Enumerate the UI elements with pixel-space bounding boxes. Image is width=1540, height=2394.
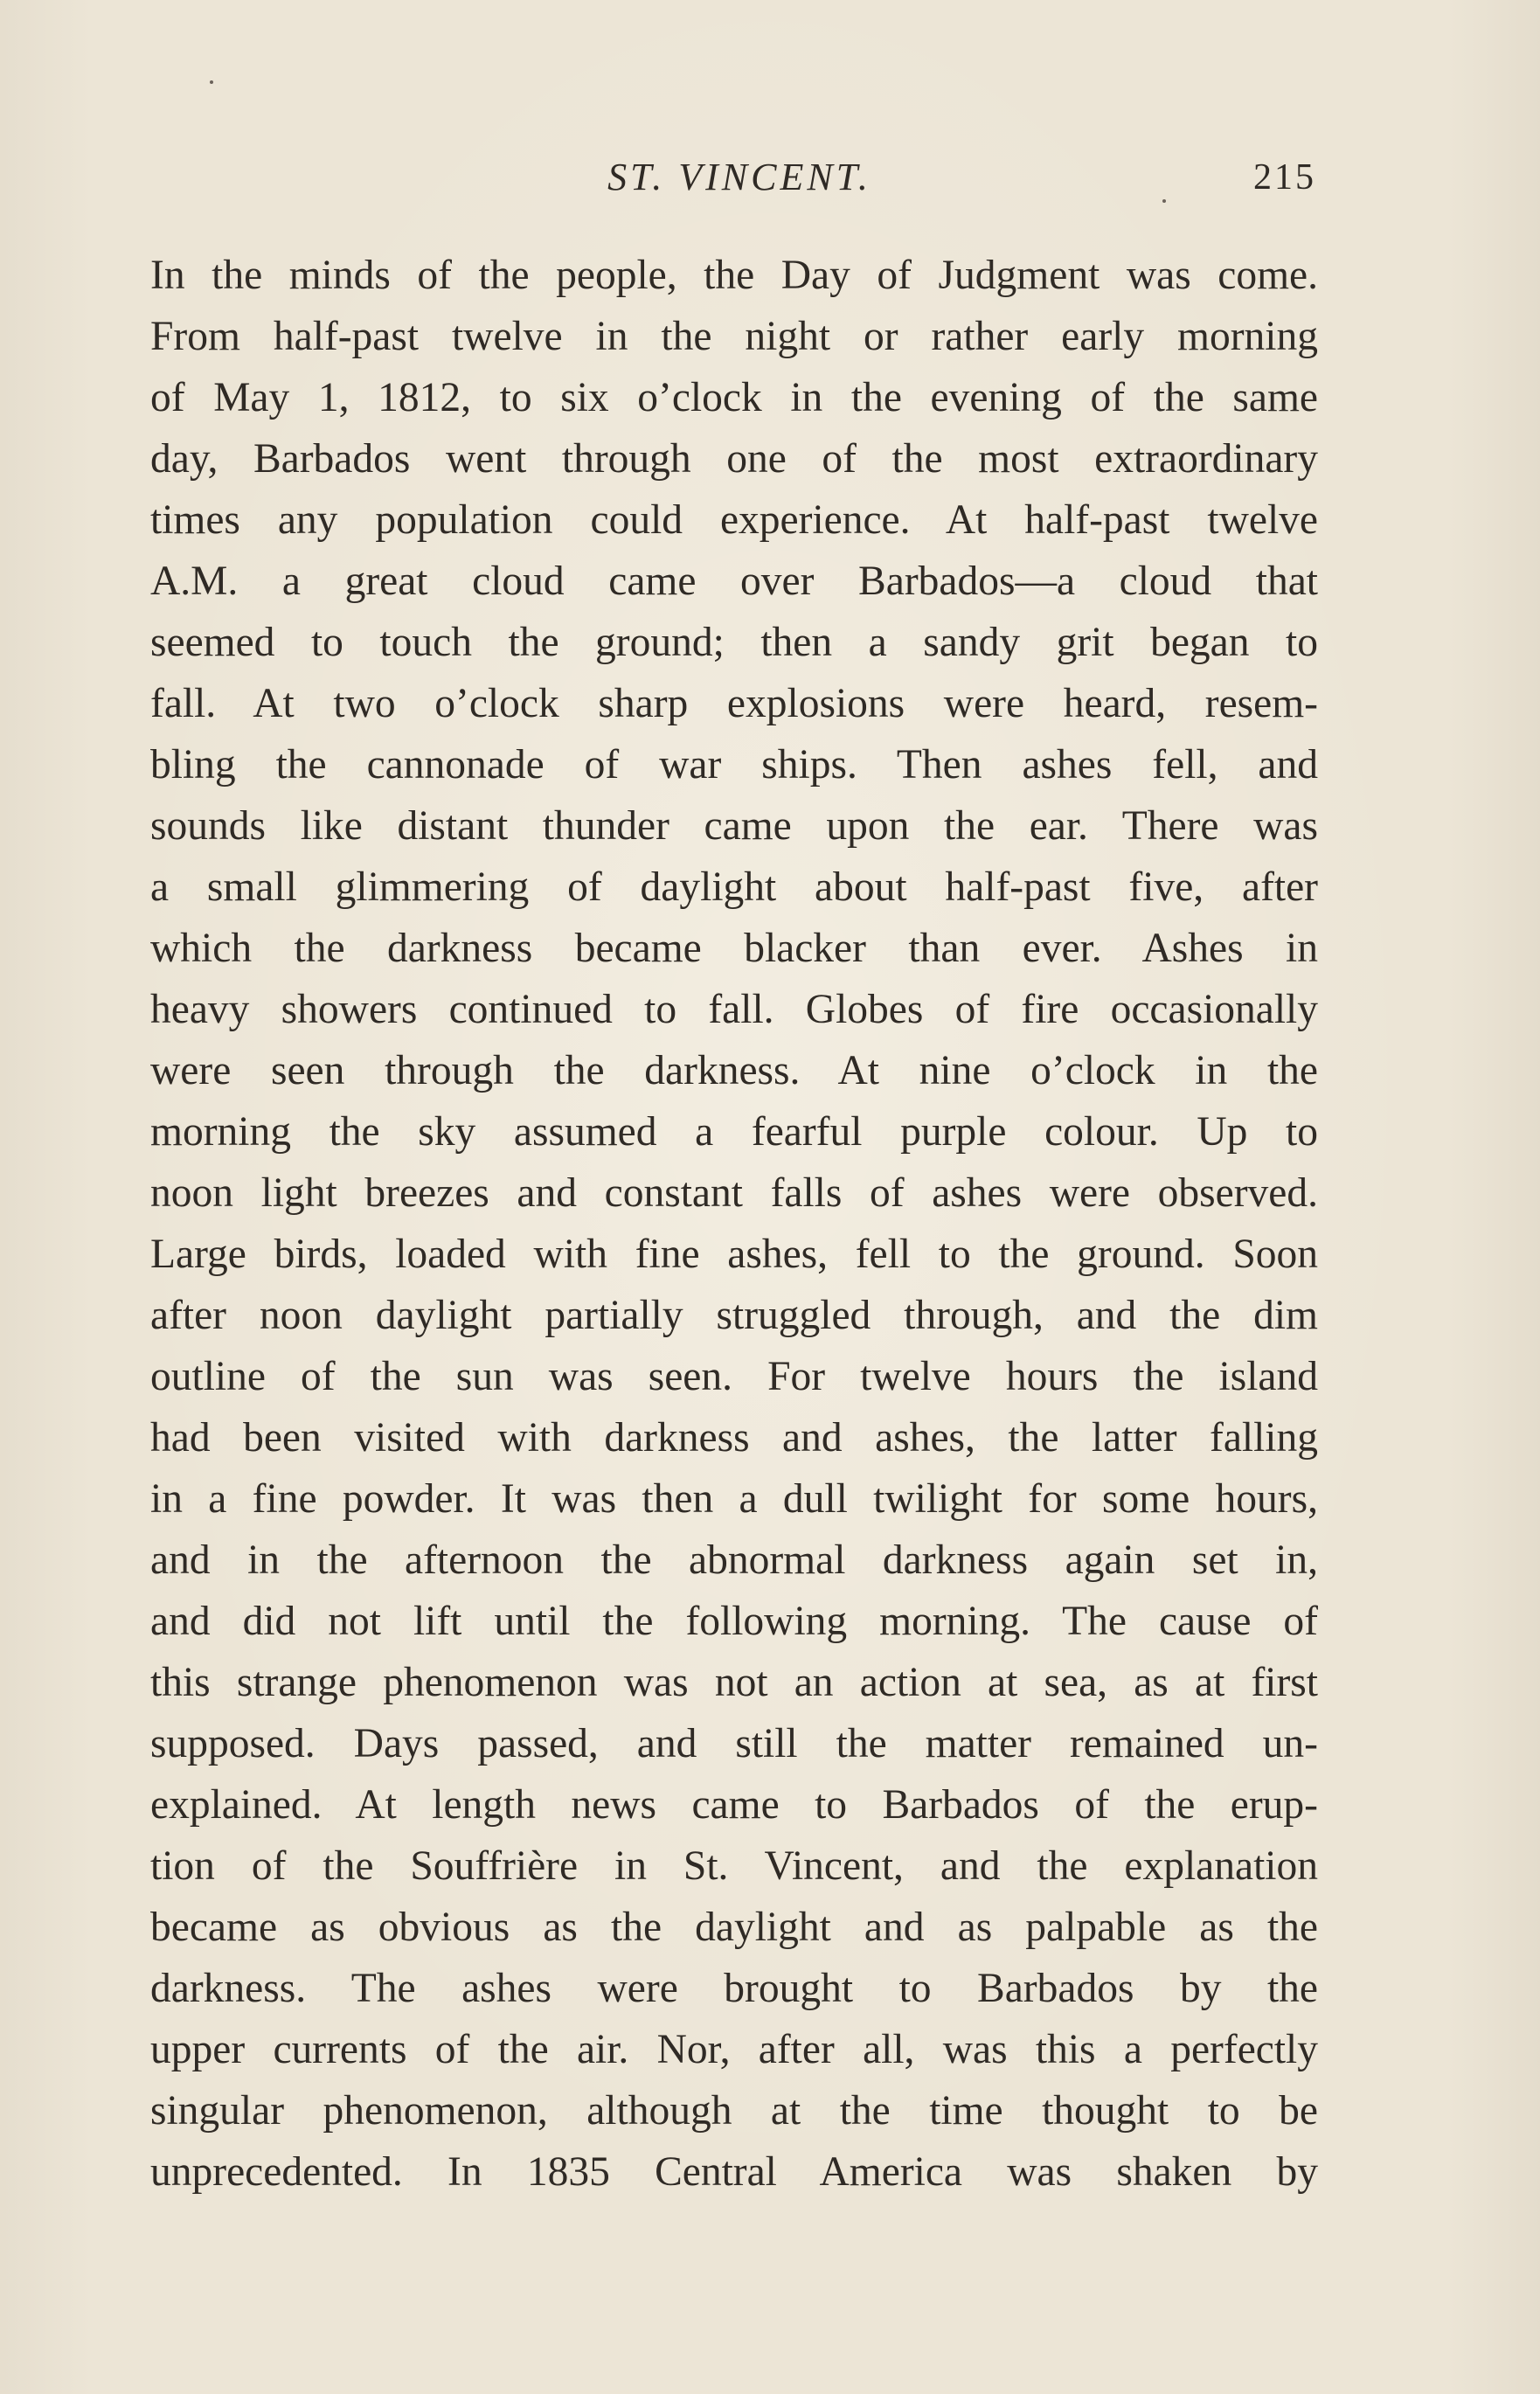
text-line: noon light breezes and constant falls of ashes were observed. [150,1170,1318,1216]
text-line: and did not lift until the following morning. The cause of [150,1599,1318,1644]
text-line: were seen through the darkness. At nine o’clock in the [150,1048,1318,1093]
text-line: unprecedented. In 1835 Central America was shaken by [150,2149,1318,2195]
text-line: after noon daylight partially struggled through, and the dim [150,1293,1318,1338]
text-line: of May 1, 1812, to six o’clock in the evening of the same [150,375,1318,420]
text-line: singular phenomenon, although at the time thought to be [150,2088,1318,2134]
text-line: morning the sky assumed a fearful purple colour. Up to [150,1109,1318,1155]
text-line: Large birds, loaded with fine ashes, fell to the ground. Soon [150,1232,1318,1277]
text-line: had been visited with darkness and ashes, the latter falling [150,1415,1318,1461]
text-line: supposed. Days passed, and still the matter remained un- [150,1721,1318,1766]
text-line: times any population could experience. At half-past twelve [150,497,1318,543]
text-line: A.M. a great cloud came over Barbados—a cloud that [150,559,1318,604]
body-text [150,245,1318,2203]
text-line: became as obvious as the daylight and as palpable as the [150,1905,1318,1950]
text-line: sounds like distant thunder came upon the ear. There was [150,803,1318,849]
text-line: seemed to touch the ground; then a sandy grit began to [150,620,1318,665]
text-line: darkness. The ashes were brought to Barbados by the [150,1966,1318,2011]
text-line: this strange phenomenon was not an action at sea, as at first [150,1660,1318,1705]
text-line: which the darkness became blacker than ever. Ashes in [150,926,1318,971]
text-line: From half-past twelve in the night or rather early morning [150,314,1318,359]
text-line: tion of the Souffrière in St. Vincent, and the explanation [150,1843,1318,1889]
text-line: bling the cannonade of war ships. Then ashes fell, and [150,742,1318,788]
running-title: ST. VINCENT. [607,156,871,198]
text-line: upper currents of the air. Nor, after all, was this a perfectly [150,2027,1318,2072]
text-line: in a fine powder. It was then a dull twilight for some hours, [150,1476,1318,1522]
text-line: explained. At length news came to Barbados of the erup- [150,1782,1318,1828]
text-line: fall. At two o’clock sharp explosions were heard, resem- [150,681,1318,726]
paper-speck [210,80,213,84]
text-line: day, Barbados went through one of the most extraordinary [150,436,1318,482]
text-line: a small glimmering of daylight about half-past five, after [150,864,1318,910]
text-line: heavy showers continued to fall. Globes of fire occasionally [150,987,1318,1032]
page-number: 215 [1253,157,1316,198]
text-line: and in the afternoon the abnormal darkness again set in, [150,1537,1318,1583]
page-header [150,147,1328,208]
text-line: outline of the sun was seen. For twelve hours the island [150,1354,1318,1399]
text-line: In the minds of the people, the Day of Judgment was come. [150,253,1318,298]
